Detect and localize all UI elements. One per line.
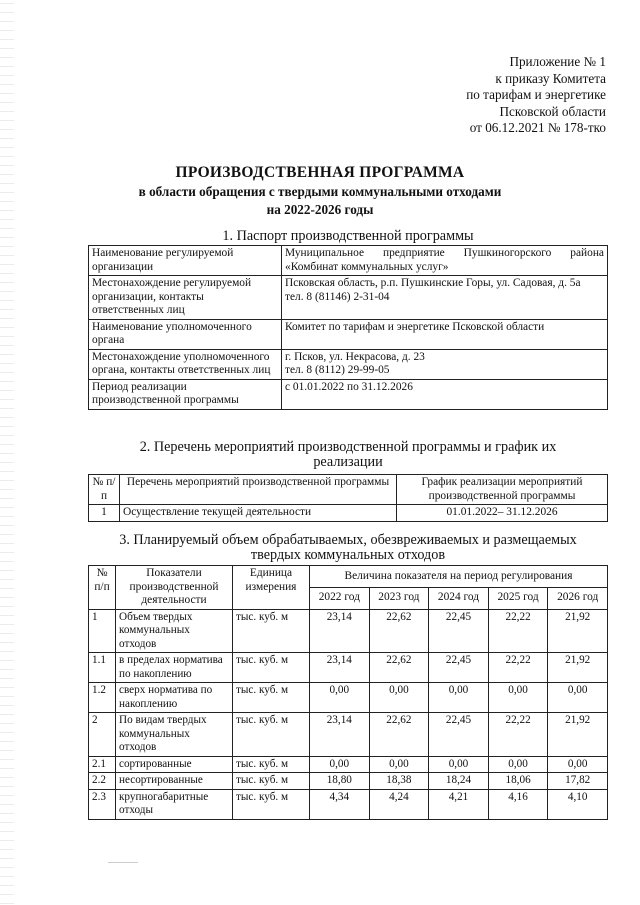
- activities-table: [88, 474, 608, 522]
- row-value: 22,22: [488, 713, 548, 757]
- col-header-period: Величина показателя на период регулирования: [310, 566, 608, 588]
- passport-label: Период реализации производственной программы: [89, 379, 282, 409]
- row-value: 4,34: [310, 789, 370, 819]
- row-value: 4,10: [548, 789, 608, 819]
- row-value: 23,14: [310, 653, 370, 683]
- section2-heading-line: 2. Перечень мероприятий производственной программы и график их: [139, 439, 557, 455]
- passport-value: [282, 246, 608, 276]
- row-value: 0,00: [429, 756, 489, 773]
- row-value: 21,92: [548, 609, 608, 653]
- row-value: 22,45: [429, 653, 489, 683]
- passport-row: [89, 276, 608, 320]
- passport-row: [89, 246, 608, 276]
- passport-value-line: Комитет по тарифам и энергетике Псковской области: [285, 320, 545, 333]
- row-value: 0,00: [310, 756, 370, 773]
- col-header-schedule: График реализации мероприятий производственной программы: [397, 475, 608, 505]
- row-number: 1.2: [89, 683, 116, 713]
- activity-row: [89, 505, 608, 522]
- row-value: 18,06: [488, 773, 548, 790]
- section3-heading-line: 3. Планируемый объем обрабатываемых, обезвреживаемых и размещаемых: [119, 532, 577, 548]
- row-value: 0,00: [488, 756, 548, 773]
- row-number: 2: [89, 713, 116, 757]
- row-number: 2.3: [89, 789, 116, 819]
- row-unit: тыс. куб. м: [233, 609, 310, 653]
- row-number: 1.1: [89, 653, 116, 683]
- row-value: 4,21: [429, 789, 489, 819]
- passport-value-line: с 01.01.2022 по 31.12.2026: [285, 380, 413, 393]
- row-value: 18,38: [369, 773, 429, 790]
- passport-value: [282, 319, 608, 349]
- activity-cell: 1: [89, 505, 120, 522]
- row-indicator: в пределах норматива по накоплению: [116, 653, 233, 683]
- section2-heading-line: реализации: [313, 454, 383, 470]
- row-value: 23,14: [310, 713, 370, 757]
- passport-value: [282, 276, 608, 320]
- volume-row: [89, 773, 608, 790]
- passport-value-line: Псковская область, р.п. Пушкинские Горы, ул. Садовая, д. 5а: [285, 277, 581, 289]
- row-value: 22,22: [488, 653, 548, 683]
- appendix-line: по тарифам и энергетике: [466, 87, 606, 103]
- row-unit: тыс. куб. м: [233, 789, 310, 819]
- col-header-year: 2023 год: [369, 587, 429, 609]
- col-header-unit: Единица измерения: [233, 566, 310, 610]
- row-indicator: сортированные: [116, 756, 233, 773]
- row-indicator: По видам твердых коммунальных отходов: [116, 713, 233, 757]
- row-value: 23,14: [310, 609, 370, 653]
- document-subtitle: в области обращения с твердыми коммунальными отходами: [138, 184, 502, 199]
- col-header-year: 2024 год: [429, 587, 489, 609]
- col-header-indicator: Показатели производственной деятельности: [116, 566, 233, 610]
- row-indicator: сверх норматива по накоплению: [116, 683, 233, 713]
- passport-value: [282, 349, 608, 379]
- passport-value-line: тел. 8 (81146) 2-31-04: [285, 290, 390, 303]
- row-unit: тыс. куб. м: [233, 683, 310, 713]
- col-header-num: № п/п: [89, 566, 116, 610]
- row-unit: тыс. куб. м: [233, 713, 310, 757]
- passport-value: [282, 379, 608, 409]
- row-value: 22,62: [369, 653, 429, 683]
- row-value: 0,00: [369, 683, 429, 713]
- section1-heading: 1. Паспорт производственной программы: [222, 228, 474, 244]
- row-value: 0,00: [429, 683, 489, 713]
- passport-label: Наименование регулируемой организации: [89, 246, 282, 276]
- row-number: 2.1: [89, 756, 116, 773]
- section2-heading: [88, 440, 608, 470]
- volume-row: [89, 609, 608, 653]
- activity-cell: Осуществление текущей деятельности: [120, 505, 397, 522]
- row-value: 18,24: [429, 773, 489, 790]
- passport-row: [89, 379, 608, 409]
- row-indicator: несортированные: [116, 773, 233, 790]
- col-header-year: 2022 год: [310, 587, 370, 609]
- row-value: 22,62: [369, 713, 429, 757]
- appendix-line: от 06.12.2021 № 178-тко: [469, 120, 606, 136]
- row-indicator: Объем твердых коммунальных отходов: [116, 609, 233, 653]
- volume-row: [89, 713, 608, 757]
- passport-row: [89, 349, 608, 379]
- section3-heading-line: твердых коммунальных отходов: [250, 547, 446, 563]
- title-block: [0, 164, 640, 218]
- scan-edge-artifact: [0, 0, 14, 905]
- row-indicator: крупногабаритные отходы: [116, 789, 233, 819]
- row-value: 18,80: [310, 773, 370, 790]
- row-number: 1: [89, 609, 116, 653]
- passport-label: Наименование уполномоченного органа: [89, 319, 282, 349]
- passport-value-line: тел. 8 (8112) 29-99-05: [285, 364, 390, 376]
- volume-table: [88, 565, 608, 820]
- row-value: 4,16: [488, 789, 548, 819]
- appendix-line: Псковской области: [499, 103, 606, 119]
- row-value: 22,22: [488, 609, 548, 653]
- col-header-year: 2026 год: [548, 587, 608, 609]
- volume-row: [89, 756, 608, 773]
- row-value: 0,00: [548, 683, 608, 713]
- row-unit: тыс. куб. м: [233, 773, 310, 790]
- row-value: 17,82: [548, 773, 608, 790]
- row-value: 22,62: [369, 609, 429, 653]
- row-value: 22,45: [429, 713, 489, 757]
- passport-value-line: г. Псков, ул. Некрасова, д. 23: [285, 350, 425, 363]
- document-period: на 2022-2026 годы: [266, 202, 374, 217]
- row-value: 21,92: [548, 653, 608, 683]
- row-unit: тыс. куб. м: [233, 653, 310, 683]
- appendix-header: [466, 54, 606, 137]
- page-footnote-line: [108, 862, 138, 863]
- row-value: 22,45: [429, 609, 489, 653]
- row-value: 0,00: [548, 756, 608, 773]
- volume-row: [89, 653, 608, 683]
- appendix-line: к приказу Комитета: [495, 70, 606, 86]
- activity-cell: 01.01.2022– 31.12.2026: [397, 505, 608, 522]
- row-value: 0,00: [488, 683, 548, 713]
- col-header-year: 2025 год: [488, 587, 548, 609]
- passport-row: [89, 319, 608, 349]
- section3-heading: [88, 533, 608, 563]
- row-value: 0,00: [310, 683, 370, 713]
- passport-label: Местонахождение уполномоченного органа, контакты ответственных лиц: [89, 349, 282, 379]
- passport-table: [88, 245, 608, 410]
- appendix-line: Приложение № 1: [509, 54, 606, 69]
- row-value: 4,24: [369, 789, 429, 819]
- row-value: 21,92: [548, 713, 608, 757]
- row-value: 0,00: [369, 756, 429, 773]
- volume-row: [89, 683, 608, 713]
- passport-value-line: Муниципальное предприятие Пушкиногорского района «Комбинат коммунальных услуг»: [285, 247, 604, 273]
- col-header-activities: Перечень мероприятий производственной программы: [120, 475, 397, 505]
- document-title: ПРОИЗВОДСТВЕННАЯ ПРОГРАММА: [175, 164, 465, 181]
- col-header-num: № п/п: [89, 475, 120, 505]
- row-number: 2.2: [89, 773, 116, 790]
- passport-label: Местонахождение регулируемой организации, контакты ответственных лиц: [89, 276, 282, 320]
- volume-row: [89, 789, 608, 819]
- row-unit: тыс. куб. м: [233, 756, 310, 773]
